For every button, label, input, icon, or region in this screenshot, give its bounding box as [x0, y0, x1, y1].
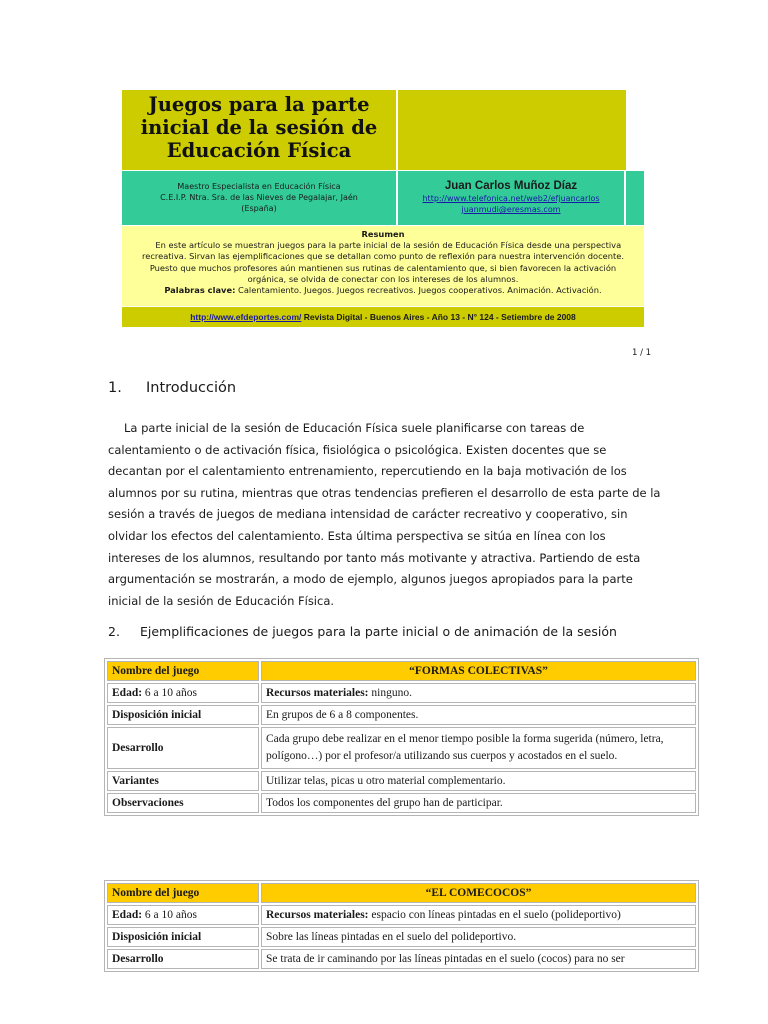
age-value: 6 a 10 años [142, 687, 197, 699]
disposition-label: Disposición inicial [107, 705, 259, 725]
journal-footer [122, 307, 644, 327]
table-row [107, 771, 696, 791]
abstract-text [136, 240, 630, 285]
abstract-body: En este artículo se muestran juegos para la parte inicial de la sesión de Educación Física desde una perspectiva recreativa. Sirvan las ejemplificaciones que se detallan como punto de reflexión para nuestra intervención docente. Puesto que muchos profesores aún mantienen sus rutinas de calentamiento que, si bien favorecen la activación orgánica, se olvida de conectar con los intereses de los alumnos. [141, 240, 625, 284]
development-label: Desarrollo [107, 949, 259, 969]
header-label: Nombre del juego [107, 883, 259, 903]
header-label: Nombre del juego [107, 661, 259, 681]
abstract-title: Resumen [361, 229, 405, 239]
author-contact [396, 171, 624, 225]
section-number: 1. [108, 380, 122, 396]
author-row-filler [624, 171, 644, 225]
age-cell [107, 683, 259, 703]
resources-cell [261, 905, 696, 925]
table-row [107, 927, 696, 947]
author-info [122, 171, 396, 225]
disposition-value: En grupos de 6 a 8 componentes. [261, 705, 696, 725]
title-filler [396, 90, 626, 170]
journal-link[interactable]: http://www.efdeportes.com/ [190, 312, 302, 322]
development-value: Se trata de ir caminando por las líneas pintadas en el suelo (cocos) para no ser [261, 949, 696, 969]
table-row [107, 905, 696, 925]
observations-value: Todos los componentes del grupo han de participar. [261, 793, 696, 813]
journal-info: Revista Digital - Buenos Aires - Año 13 - N° 124 - Setiembre de 2008 [301, 312, 576, 322]
article-title: Juegos para la parte inicial de la sesión de Educación Física [122, 90, 396, 170]
game-name: “EL COMECOCOS” [261, 883, 696, 903]
section-title: Introducción [146, 380, 237, 396]
disposition-value: Sobre las líneas pintadas en el suelo del polideportivo. [261, 927, 696, 947]
abstract-box [122, 226, 644, 306]
variants-value: Utilizar telas, picas u otro material complementario. [261, 771, 696, 791]
article-header [122, 90, 644, 327]
author-row [122, 171, 644, 225]
age-cell [107, 905, 259, 925]
keywords: Calentamiento. Juegos. Juegos recreativos. Juegos cooperativos. Animación. Activación. [238, 285, 602, 296]
development-value: Cada grupo debe realizar en el menor tiempo posible la forma sugerida (número, letra, polígono…) por el profesor/a utilizando sus cuerpos y acostados en el suelo. [261, 727, 696, 769]
resources-label: Recursos materiales: [266, 909, 369, 921]
age-label: Edad: [112, 909, 143, 921]
resources-label: Recursos materiales: [266, 687, 369, 699]
section-heading-introduccion [108, 380, 236, 396]
game-table-el-comecocos [104, 880, 699, 972]
table-row [107, 705, 696, 725]
development-label: Desarrollo [107, 727, 259, 769]
game-name: “FORMAS COLECTIVAS” [261, 661, 696, 681]
author-school: C.E.I.P. Ntra. Sra. de las Nieves de Pegalajar, Jaén [160, 193, 358, 202]
section-title: Ejemplificaciones de juegos para la parte inicial o de animación de la sesión [140, 624, 617, 639]
disposition-label: Disposición inicial [107, 927, 259, 947]
table-row [107, 793, 696, 813]
keywords-line [136, 285, 630, 296]
age-label: Edad: [112, 687, 143, 699]
table-row [107, 661, 696, 681]
author-role: Maestro Especialista en Educación Física [177, 182, 341, 191]
keywords-label: Palabras clave: [164, 285, 236, 296]
intro-paragraph [108, 418, 661, 612]
author-email-link[interactable]: juanmudi@eresmas.com [461, 205, 561, 214]
table-row [107, 949, 696, 969]
observations-label: Observaciones [107, 793, 259, 813]
intro-text: La parte inicial de la sesión de Educación Física suele planificarse con tareas de calentamiento o de activación física, fisiológica o psicológica. Existen docentes que se decantan por el calentamiento entrenamiento, repercutiendo en la baja motivación de los alumnos por su rutina, mientras que otras tendencias prefieren el desarrollo de esta parte de la sesión a través de juegos de mediana intensidad de carácter recreativo y cooperativo, sin olvidar los efectos del calentamiento. Esta última perspectiva se sitúa en línea con los intereses de los alumnos, resultando por tanto más motivante y atractiva. Partiendo de esta argumentación se mostrarán, a modo de ejemplo, algunos juegos apropiados para la parte inicial de la sesión de Educación Física. [108, 421, 661, 608]
section-number: 2. [108, 624, 120, 639]
section-heading-ejemplificaciones [108, 624, 617, 639]
title-row [122, 90, 644, 170]
resources-value: espacio con líneas pintadas en el suelo (polideportivo) [368, 909, 621, 921]
resources-value: ninguno. [368, 687, 412, 699]
table-row [107, 727, 696, 769]
age-value: 6 a 10 años [142, 909, 197, 921]
game-table-formas-colectivas [104, 658, 699, 816]
table-row [107, 683, 696, 703]
page-counter: 1 / 1 [632, 348, 652, 358]
resources-cell [261, 683, 696, 703]
variants-label: Variantes [107, 771, 259, 791]
author-name: Juan Carlos Muñoz Díaz [444, 180, 578, 192]
author-country: (España) [241, 204, 277, 213]
author-url-link[interactable]: http://www.telefonica.net/web2/efjuancarlos [422, 194, 600, 203]
table-row [107, 883, 696, 903]
